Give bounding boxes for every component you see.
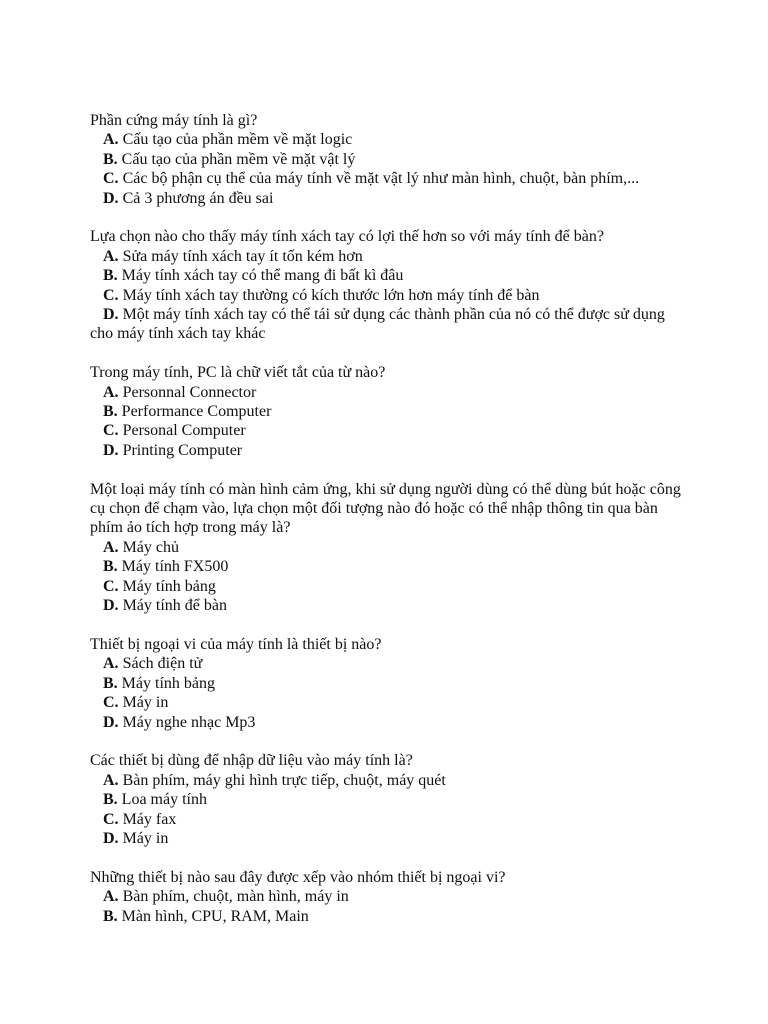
option-text: Một máy tính xách tay có thể tái sử dụng các thành phần của nó có thể được sử dụng cho máy tính xách tay khác [90, 306, 665, 343]
option-a [90, 887, 690, 906]
option-a [90, 383, 690, 402]
option-text: Màn hình, CPU, RAM, Main [121, 907, 309, 925]
option-letter: D. [103, 441, 119, 459]
option-c [90, 693, 690, 712]
question-text: Trong máy tính, PC là chữ viết tắt của từ nào? [90, 364, 386, 382]
option-a [90, 247, 690, 266]
option-a [90, 654, 690, 673]
option-text: Máy fax [122, 810, 177, 828]
option-text: Sửa máy tính xách tay ít tốn kém hơn [122, 247, 363, 265]
option-text: Loa máy tính [121, 791, 207, 809]
question-7 [90, 868, 690, 926]
option-d [90, 713, 690, 732]
option-letter: C. [103, 577, 119, 595]
option-letter: A. [103, 247, 119, 265]
question-5 [90, 635, 690, 732]
option-letter: A. [103, 771, 119, 789]
option-letter: D. [103, 597, 119, 615]
question-1 [90, 111, 690, 208]
option-c [90, 169, 690, 188]
option-a [90, 771, 690, 790]
option-letter: B. [103, 150, 118, 168]
option-text: Printing Computer [122, 441, 243, 459]
question-text: Các thiết bị dùng để nhập dữ liệu vào máy tính là? [90, 752, 413, 770]
option-letter: D. [103, 713, 119, 731]
option-text: Personal Computer [122, 422, 246, 440]
question-3 [90, 363, 690, 460]
option-a [90, 538, 690, 557]
question-6 [90, 751, 690, 848]
option-letter: A. [103, 538, 119, 556]
question-text: Những thiết bị nào sau đây được xếp vào nhóm thiết bị ngoại vi? [90, 868, 506, 886]
option-b [90, 790, 690, 809]
option-letter: B. [103, 791, 118, 809]
option-text: Máy in [122, 694, 169, 712]
option-d [90, 305, 690, 344]
option-text: Máy tính xách tay thường có kích thước lớn hơn máy tính để bàn [122, 286, 540, 304]
option-text: Máy tính FX500 [121, 558, 229, 576]
question-2 [90, 227, 690, 343]
option-letter: A. [103, 655, 119, 673]
option-b [90, 266, 690, 285]
option-text: Cấu tạo của phần mềm về mặt logic [122, 131, 353, 149]
option-letter: B. [103, 674, 118, 692]
option-b [90, 402, 690, 421]
option-letter: A. [103, 888, 119, 906]
option-b [90, 557, 690, 576]
option-letter: C. [103, 170, 119, 188]
option-d [90, 596, 690, 615]
option-b [90, 150, 690, 169]
option-text: Máy tính để bàn [122, 597, 227, 615]
option-text: Performance Computer [121, 403, 272, 421]
option-text: Máy tính xách tay có thể mang đi bất kì đâu [121, 267, 404, 285]
option-letter: B. [103, 403, 118, 421]
option-text: Các bộ phận cụ thể của máy tính về mặt vật lý như màn hình, chuột, bàn phím,... [122, 170, 640, 188]
option-letter: B. [103, 558, 118, 576]
option-d [90, 441, 690, 460]
option-text: Sách điện tử [122, 655, 203, 673]
option-letter: D. [103, 306, 119, 324]
option-letter: C. [103, 286, 119, 304]
option-b [90, 674, 690, 693]
option-text: Bàn phím, chuột, màn hình, máy in [122, 888, 349, 906]
option-b [90, 907, 690, 926]
option-letter: A. [103, 131, 119, 149]
option-c [90, 577, 690, 596]
option-text: Bàn phím, máy ghi hình trực tiếp, chuột, máy quét [122, 771, 446, 789]
option-c [90, 286, 690, 305]
option-c [90, 421, 690, 440]
question-text: Phần cứng máy tính là gì? [90, 112, 258, 129]
option-text: Personnal Connector [122, 383, 257, 401]
option-letter: B. [103, 907, 118, 925]
option-text: Máy chủ [122, 538, 179, 556]
question-text: Lựa chọn nào cho thấy máy tính xách tay có lợi thế hơn so với máy tính để bàn? [90, 228, 604, 246]
option-a [90, 130, 690, 149]
option-letter: B. [103, 267, 118, 285]
option-d [90, 189, 690, 208]
option-text: Máy nghe nhạc Mp3 [122, 713, 256, 731]
question-text: Thiết bị ngoại vi của máy tính là thiết bị nào? [90, 635, 382, 653]
option-text: Máy tính bảng [122, 577, 216, 595]
option-letter: A. [103, 383, 119, 401]
option-c [90, 810, 690, 829]
option-letter: D. [103, 829, 119, 847]
option-text: Cấu tạo của phần mềm về mặt vật lý [121, 150, 356, 168]
option-d [90, 829, 690, 848]
option-letter: C. [103, 810, 119, 828]
question-4 [90, 480, 690, 616]
option-letter: C. [103, 694, 119, 712]
question-text: Một loại máy tính có màn hình cảm ứng, khi sử dụng người dùng có thể dùng bút hoặc công cụ chọn để chạm vào, lựa chọn một đối tượng nào đó hoặc có thể nhập thông tin qua bàn phím ảo tích hợp trong máy là? [90, 480, 681, 537]
document-page [90, 111, 690, 945]
option-letter: C. [103, 422, 119, 440]
option-text: Cả 3 phương án đều sai [122, 189, 274, 207]
option-letter: D. [103, 189, 119, 207]
option-text: Máy tính bảng [121, 674, 215, 692]
option-text: Máy in [122, 829, 169, 847]
